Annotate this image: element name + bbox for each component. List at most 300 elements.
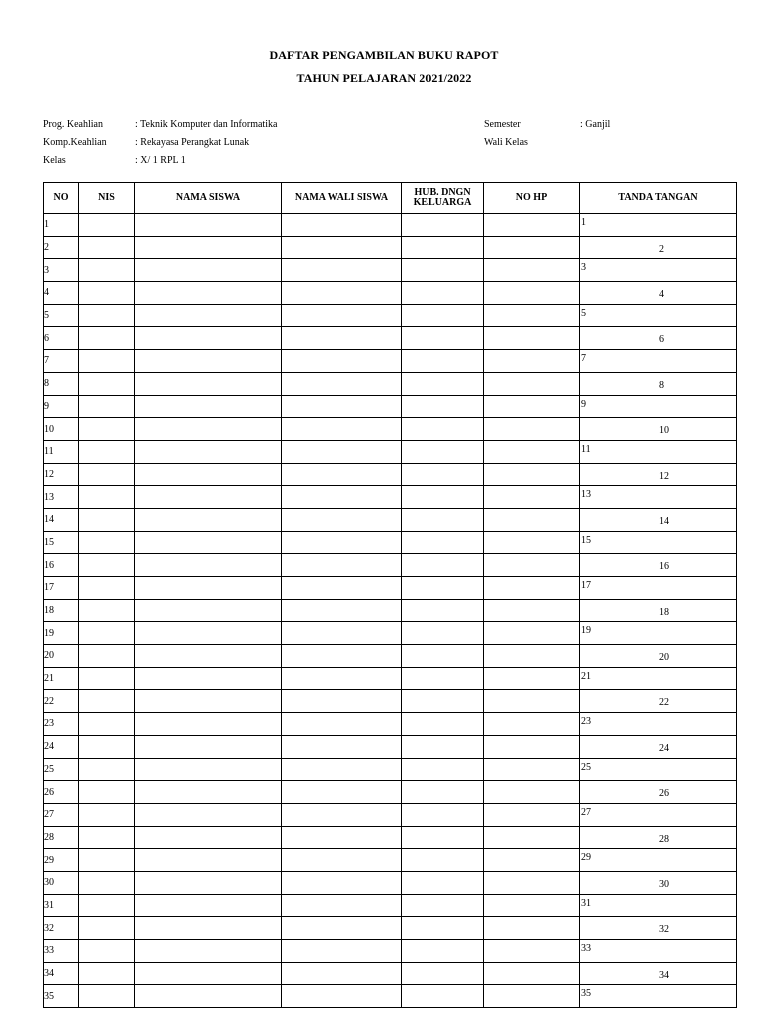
- hub-keluarga-cell[interactable]: [402, 372, 484, 395]
- signature-cell[interactable]: [580, 508, 737, 531]
- nama-wali-cell[interactable]: [282, 531, 402, 554]
- signature-cell[interactable]: [580, 350, 737, 373]
- hub-keluarga-cell[interactable]: [402, 350, 484, 373]
- hub-keluarga-cell[interactable]: [402, 962, 484, 985]
- hub-keluarga-cell[interactable]: [402, 577, 484, 600]
- hub-keluarga-cell[interactable]: [402, 826, 484, 849]
- no-hp-cell[interactable]: [484, 282, 580, 305]
- no-hp-cell[interactable]: [484, 690, 580, 713]
- signature-cell[interactable]: [580, 214, 737, 237]
- table-row: [44, 554, 737, 577]
- nis-cell[interactable]: [79, 985, 135, 1008]
- nama-wali-cell[interactable]: [282, 554, 402, 577]
- table-row: [44, 871, 737, 894]
- no-hp-cell[interactable]: [484, 803, 580, 826]
- no-hp-cell[interactable]: [484, 259, 580, 282]
- signature-cell[interactable]: [580, 962, 737, 985]
- nama-wali-cell[interactable]: [282, 803, 402, 826]
- nis-cell[interactable]: [79, 803, 135, 826]
- hub-keluarga-cell[interactable]: [402, 758, 484, 781]
- nama-wali-cell[interactable]: [282, 667, 402, 690]
- nama-siswa-cell[interactable]: [135, 395, 282, 418]
- table-row: [44, 214, 737, 237]
- signature-cell[interactable]: [580, 327, 737, 350]
- nama-wali-cell[interactable]: [282, 894, 402, 917]
- nama-siswa-cell[interactable]: [135, 486, 282, 509]
- nama-siswa-cell[interactable]: [135, 667, 282, 690]
- hub-keluarga-cell[interactable]: [402, 622, 484, 645]
- table-row: [44, 758, 737, 781]
- nis-cell[interactable]: [79, 395, 135, 418]
- signature-number: 33: [581, 943, 591, 954]
- nama-siswa-cell[interactable]: [135, 531, 282, 554]
- signature-cell[interactable]: [580, 554, 737, 577]
- nis-cell[interactable]: [79, 940, 135, 963]
- no-hp-cell[interactable]: [484, 758, 580, 781]
- signature-cell[interactable]: [580, 758, 737, 781]
- nama-wali-cell[interactable]: [282, 940, 402, 963]
- prog-keahlian-value: : Teknik Komputer dan Informatika: [135, 119, 278, 130]
- signature-cell[interactable]: [580, 713, 737, 736]
- nis-cell[interactable]: [79, 440, 135, 463]
- nama-siswa-cell[interactable]: [135, 758, 282, 781]
- signature-cell[interactable]: [580, 577, 737, 600]
- row-number-cell: 3: [44, 259, 79, 282]
- signature-cell[interactable]: [580, 849, 737, 872]
- nama-siswa-cell[interactable]: [135, 735, 282, 758]
- kelas-value: : X/ 1 RPL 1: [135, 155, 186, 166]
- no-hp-cell[interactable]: [484, 599, 580, 622]
- nama-siswa-cell[interactable]: [135, 440, 282, 463]
- hub-keluarga-cell[interactable]: [402, 282, 484, 305]
- nama-siswa-cell[interactable]: [135, 418, 282, 441]
- no-hp-cell[interactable]: [484, 645, 580, 668]
- row-number-cell: 10: [44, 418, 79, 441]
- table-row: [44, 849, 737, 872]
- signature-cell[interactable]: [580, 940, 737, 963]
- nama-wali-cell[interactable]: [282, 372, 402, 395]
- no-hp-cell[interactable]: [484, 622, 580, 645]
- table-row: [44, 486, 737, 509]
- nama-siswa-cell[interactable]: [135, 554, 282, 577]
- nama-wali-cell[interactable]: [282, 304, 402, 327]
- header-nama-siswa: NAMA SISWA: [135, 183, 282, 214]
- table-row: [44, 236, 737, 259]
- nama-wali-cell[interactable]: [282, 781, 402, 804]
- no-hp-cell[interactable]: [484, 463, 580, 486]
- no-hp-cell[interactable]: [484, 781, 580, 804]
- signature-cell[interactable]: [580, 259, 737, 282]
- row-number-cell: 6: [44, 327, 79, 350]
- nama-siswa-cell[interactable]: [135, 214, 282, 237]
- nis-cell[interactable]: [79, 508, 135, 531]
- nama-wali-cell[interactable]: [282, 463, 402, 486]
- signature-number: 11: [581, 443, 591, 455]
- row-number-cell: 31: [44, 894, 79, 917]
- nama-wali-cell[interactable]: [282, 214, 402, 237]
- no-hp-cell[interactable]: [484, 395, 580, 418]
- nis-cell[interactable]: [79, 645, 135, 668]
- signature-cell[interactable]: [580, 803, 737, 826]
- nama-wali-cell[interactable]: [282, 826, 402, 849]
- hub-keluarga-cell[interactable]: [402, 713, 484, 736]
- hub-keluarga-cell[interactable]: [402, 690, 484, 713]
- nama-wali-cell[interactable]: [282, 508, 402, 531]
- nis-cell[interactable]: [79, 690, 135, 713]
- nama-wali-cell[interactable]: [282, 486, 402, 509]
- nama-wali-cell[interactable]: [282, 735, 402, 758]
- nis-cell[interactable]: [79, 327, 135, 350]
- nama-siswa-cell[interactable]: [135, 690, 282, 713]
- nis-cell[interactable]: [79, 304, 135, 327]
- hub-keluarga-cell[interactable]: [402, 463, 484, 486]
- signature-number: 13: [581, 489, 591, 501]
- signature-cell[interactable]: [580, 395, 737, 418]
- no-hp-cell[interactable]: [484, 735, 580, 758]
- no-hp-cell[interactable]: [484, 917, 580, 940]
- table-row: [44, 917, 737, 940]
- row-number-cell: 1: [44, 214, 79, 237]
- table-row: [44, 940, 737, 963]
- row-number-cell: 22: [44, 690, 79, 713]
- hub-keluarga-cell[interactable]: [402, 508, 484, 531]
- nama-siswa-cell[interactable]: [135, 350, 282, 373]
- nama-siswa-cell[interactable]: [135, 713, 282, 736]
- signature-number: 16: [659, 561, 669, 573]
- row-number-cell: 9: [44, 395, 79, 418]
- nis-cell[interactable]: [79, 554, 135, 577]
- table-row: [44, 259, 737, 282]
- nama-wali-cell[interactable]: [282, 713, 402, 736]
- signature-cell[interactable]: [580, 871, 737, 894]
- hub-keluarga-cell[interactable]: [402, 486, 484, 509]
- row-number-cell: 13: [44, 486, 79, 509]
- no-hp-cell[interactable]: [484, 418, 580, 441]
- row-number-cell: 2: [44, 236, 79, 259]
- nama-siswa-cell[interactable]: [135, 826, 282, 849]
- hub-keluarga-cell[interactable]: [402, 871, 484, 894]
- nama-wali-cell[interactable]: [282, 282, 402, 305]
- hub-keluarga-cell[interactable]: [402, 803, 484, 826]
- table-row: [44, 735, 737, 758]
- hub-keluarga-cell[interactable]: [402, 440, 484, 463]
- table-row: [44, 985, 737, 1008]
- no-hp-cell[interactable]: [484, 304, 580, 327]
- signature-number: 3: [581, 262, 586, 274]
- nama-siswa-cell[interactable]: [135, 849, 282, 872]
- nama-wali-cell[interactable]: [282, 418, 402, 441]
- nis-cell[interactable]: [79, 735, 135, 758]
- nis-cell[interactable]: [79, 214, 135, 237]
- table-row: [44, 826, 737, 849]
- row-number-cell: 4: [44, 282, 79, 305]
- no-hp-cell[interactable]: [484, 236, 580, 259]
- nama-wali-cell[interactable]: [282, 577, 402, 600]
- no-hp-cell[interactable]: [484, 713, 580, 736]
- hub-keluarga-cell[interactable]: [402, 259, 484, 282]
- header-tanda-tangan: TANDA TANGAN: [580, 183, 737, 214]
- nama-siswa-cell[interactable]: [135, 645, 282, 668]
- header-nama-wali-siswa: NAMA WALI SISWA: [282, 183, 402, 214]
- hub-keluarga-cell[interactable]: [402, 940, 484, 963]
- nama-siswa-cell[interactable]: [135, 985, 282, 1008]
- signature-cell[interactable]: [580, 531, 737, 554]
- signature-cell[interactable]: [580, 304, 737, 327]
- signature-cell[interactable]: [580, 599, 737, 622]
- nama-wali-cell[interactable]: [282, 236, 402, 259]
- document-subtitle: TAHUN PELAJARAN 2021/2022: [296, 71, 472, 85]
- nis-cell[interactable]: [79, 577, 135, 600]
- nama-siswa-cell[interactable]: [135, 236, 282, 259]
- hub-keluarga-cell[interactable]: [402, 667, 484, 690]
- komp-keahlian-value: : Rekayasa Perangkat Lunak: [135, 137, 250, 148]
- header-no-hp: NO HP: [484, 183, 580, 214]
- signature-number: 27: [581, 806, 591, 818]
- nama-wali-cell[interactable]: [282, 871, 402, 894]
- hub-keluarga-cell[interactable]: [402, 599, 484, 622]
- nis-cell[interactable]: [79, 667, 135, 690]
- nama-siswa-cell[interactable]: [135, 940, 282, 963]
- hub-keluarga-cell[interactable]: [402, 327, 484, 350]
- table-row: [44, 304, 737, 327]
- signature-number: 32: [659, 924, 669, 936]
- nama-wali-cell[interactable]: [282, 690, 402, 713]
- no-hp-cell[interactable]: [484, 486, 580, 509]
- signature-cell[interactable]: [580, 236, 737, 259]
- row-number-cell: 20: [44, 645, 79, 668]
- table-row: [44, 962, 737, 985]
- nis-cell[interactable]: [79, 350, 135, 373]
- nama-siswa-cell[interactable]: [135, 871, 282, 894]
- row-number-cell: 17: [44, 577, 79, 600]
- hub-keluarga-cell[interactable]: [402, 735, 484, 758]
- table-row: [44, 577, 737, 600]
- signature-number: 21: [581, 670, 591, 682]
- nis-cell[interactable]: [79, 486, 135, 509]
- nis-cell[interactable]: [79, 894, 135, 917]
- nis-cell[interactable]: [79, 531, 135, 554]
- no-hp-cell[interactable]: [484, 327, 580, 350]
- hub-keluarga-cell[interactable]: [402, 894, 484, 917]
- nis-cell[interactable]: [79, 962, 135, 985]
- row-number-cell: 27: [44, 803, 79, 826]
- nis-cell[interactable]: [79, 781, 135, 804]
- kelas-label: Kelas: [43, 155, 66, 166]
- nama-siswa-cell[interactable]: [135, 463, 282, 486]
- no-hp-cell[interactable]: [484, 440, 580, 463]
- hub-keluarga-cell[interactable]: [402, 554, 484, 577]
- nama-siswa-cell[interactable]: [135, 372, 282, 395]
- nama-siswa-cell[interactable]: [135, 622, 282, 645]
- row-number-cell: 14: [44, 508, 79, 531]
- nama-siswa-cell[interactable]: [135, 282, 282, 305]
- signature-number: 18: [659, 606, 669, 618]
- row-number-cell: 29: [44, 849, 79, 872]
- signature-number: 26: [659, 788, 669, 800]
- nama-siswa-cell[interactable]: [135, 304, 282, 327]
- no-hp-cell[interactable]: [484, 849, 580, 872]
- nis-cell[interactable]: [79, 849, 135, 872]
- nama-siswa-cell[interactable]: [135, 599, 282, 622]
- nama-wali-cell[interactable]: [282, 849, 402, 872]
- hub-keluarga-cell[interactable]: [402, 395, 484, 418]
- nama-wali-cell[interactable]: [282, 917, 402, 940]
- signature-number: 29: [581, 852, 591, 864]
- signature-cell[interactable]: [580, 735, 737, 758]
- signature-number: 14: [659, 515, 669, 527]
- row-number-cell: 26: [44, 781, 79, 804]
- nis-cell[interactable]: [79, 236, 135, 259]
- no-hp-cell[interactable]: [484, 985, 580, 1008]
- row-number-cell: 12: [44, 463, 79, 486]
- nis-cell[interactable]: [79, 372, 135, 395]
- nama-wali-cell[interactable]: [282, 440, 402, 463]
- signature-cell[interactable]: [580, 463, 737, 486]
- table-row: [44, 622, 737, 645]
- hub-keluarga-cell[interactable]: [402, 418, 484, 441]
- no-hp-cell[interactable]: [484, 508, 580, 531]
- hub-keluarga-cell[interactable]: [402, 985, 484, 1008]
- no-hp-cell[interactable]: [484, 214, 580, 237]
- header-hub-keluarga: [402, 183, 484, 214]
- nama-wali-cell[interactable]: [282, 327, 402, 350]
- table-row: [44, 803, 737, 826]
- nis-cell[interactable]: [79, 282, 135, 305]
- signature-cell[interactable]: [580, 645, 737, 668]
- signature-number: 2: [659, 243, 664, 255]
- no-hp-cell[interactable]: [484, 577, 580, 600]
- nis-cell[interactable]: [79, 871, 135, 894]
- row-number-cell: 25: [44, 758, 79, 781]
- no-hp-cell[interactable]: [484, 894, 580, 917]
- nis-cell[interactable]: [79, 622, 135, 645]
- table-row: [44, 508, 737, 531]
- nama-wali-cell[interactable]: [282, 599, 402, 622]
- signature-cell[interactable]: [580, 667, 737, 690]
- nama-wali-cell[interactable]: [282, 259, 402, 282]
- hub-keluarga-cell[interactable]: [402, 645, 484, 668]
- no-hp-cell[interactable]: [484, 871, 580, 894]
- hub-keluarga-cell[interactable]: [402, 917, 484, 940]
- table-row: [44, 713, 737, 736]
- signature-number: 24: [659, 742, 669, 754]
- signature-number: 35: [581, 988, 591, 1000]
- nama-wali-cell[interactable]: [282, 962, 402, 985]
- nis-cell[interactable]: [79, 826, 135, 849]
- hub-keluarga-cell[interactable]: [402, 781, 484, 804]
- row-number-cell: 35: [44, 985, 79, 1008]
- signature-cell[interactable]: [580, 486, 737, 509]
- row-number-cell: 23: [44, 713, 79, 736]
- signature-cell[interactable]: [580, 418, 737, 441]
- nama-siswa-cell[interactable]: [135, 259, 282, 282]
- hub-keluarga-cell[interactable]: [402, 214, 484, 237]
- no-hp-cell[interactable]: [484, 667, 580, 690]
- table-body: [44, 214, 737, 1008]
- no-hp-cell[interactable]: [484, 940, 580, 963]
- signature-number: 34: [659, 969, 669, 981]
- table-header-row: [44, 183, 737, 214]
- table-row: [44, 418, 737, 441]
- signature-cell[interactable]: [580, 781, 737, 804]
- hub-keluarga-cell[interactable]: [402, 531, 484, 554]
- nama-wali-cell[interactable]: [282, 622, 402, 645]
- nama-siswa-cell[interactable]: [135, 803, 282, 826]
- signature-cell[interactable]: [580, 372, 737, 395]
- semester-value: : Ganjil: [580, 119, 611, 130]
- signature-cell[interactable]: [580, 282, 737, 305]
- signature-cell[interactable]: [580, 440, 737, 463]
- no-hp-cell[interactable]: [484, 554, 580, 577]
- document-title: DAFTAR PENGAMBILAN BUKU RAPOT: [269, 48, 499, 62]
- row-number-cell: 8: [44, 372, 79, 395]
- signature-number: 25: [581, 761, 591, 773]
- nis-cell[interactable]: [79, 599, 135, 622]
- nama-siswa-cell[interactable]: [135, 917, 282, 940]
- signature-cell[interactable]: [580, 622, 737, 645]
- signature-cell[interactable]: [580, 894, 737, 917]
- no-hp-cell[interactable]: [484, 826, 580, 849]
- nis-cell[interactable]: [79, 758, 135, 781]
- no-hp-cell[interactable]: [484, 372, 580, 395]
- signature-cell[interactable]: [580, 917, 737, 940]
- signature-number: 28: [659, 833, 669, 845]
- nama-wali-cell[interactable]: [282, 350, 402, 373]
- nama-siswa-cell[interactable]: [135, 962, 282, 985]
- row-number-cell: 24: [44, 735, 79, 758]
- header-no: NO: [44, 183, 79, 214]
- nis-cell[interactable]: [79, 917, 135, 940]
- nama-siswa-cell[interactable]: [135, 894, 282, 917]
- nis-cell[interactable]: [79, 463, 135, 486]
- nama-wali-cell[interactable]: [282, 645, 402, 668]
- header-hub-line1: HUB. DNGN: [414, 187, 471, 198]
- signature-number: 5: [581, 307, 586, 319]
- signature-cell[interactable]: [580, 985, 737, 1008]
- header-nis: NIS: [79, 183, 135, 214]
- table-row: [44, 690, 737, 713]
- no-hp-cell[interactable]: [484, 962, 580, 985]
- nama-siswa-cell[interactable]: [135, 508, 282, 531]
- row-number-cell: 5: [44, 304, 79, 327]
- signature-number: 10: [659, 425, 669, 437]
- signature-number: 6: [659, 334, 664, 346]
- nama-siswa-cell[interactable]: [135, 781, 282, 804]
- nis-cell[interactable]: [79, 259, 135, 282]
- nama-siswa-cell[interactable]: [135, 577, 282, 600]
- nama-wali-cell[interactable]: [282, 758, 402, 781]
- no-hp-cell[interactable]: [484, 531, 580, 554]
- hub-keluarga-cell[interactable]: [402, 304, 484, 327]
- no-hp-cell[interactable]: [484, 350, 580, 373]
- nis-cell[interactable]: [79, 418, 135, 441]
- row-number-cell: 7: [44, 350, 79, 373]
- nama-siswa-cell[interactable]: [135, 327, 282, 350]
- nama-wali-cell[interactable]: [282, 395, 402, 418]
- hub-keluarga-cell[interactable]: [402, 849, 484, 872]
- header-hub-line2: KELUARGA: [413, 197, 472, 208]
- signature-number: 23: [581, 716, 591, 728]
- signature-cell[interactable]: [580, 690, 737, 713]
- row-number-cell: 28: [44, 826, 79, 849]
- nis-cell[interactable]: [79, 713, 135, 736]
- row-number-cell: 34: [44, 962, 79, 985]
- signature-cell[interactable]: [580, 826, 737, 849]
- row-number-cell: 19: [44, 622, 79, 645]
- nama-wali-cell[interactable]: [282, 985, 402, 1008]
- signature-number: 30: [659, 878, 669, 890]
- hub-keluarga-cell[interactable]: [402, 236, 484, 259]
